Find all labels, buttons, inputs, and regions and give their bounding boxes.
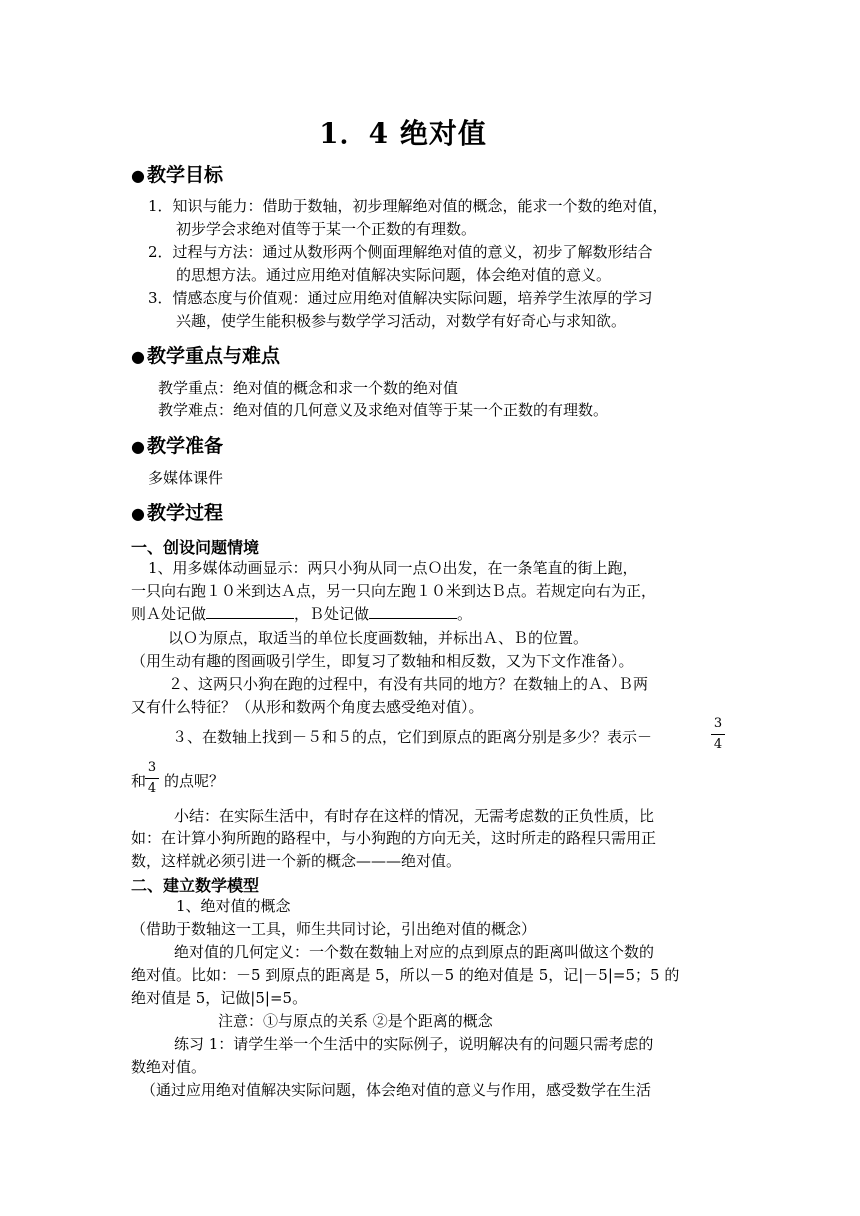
answer-blank-b[interactable] xyxy=(369,604,457,619)
section-key-heading: ● 教学重点与难点 xyxy=(131,345,280,367)
exercise-line: （通过应用绝对值解决实际问题，体会绝对值的意义与作用，感受数学在生活 xyxy=(141,1081,652,1099)
goal-1-line-2: 初步学会求绝对值等于某一个正数的有理数。 xyxy=(176,220,477,238)
part-2-line: （借助于数轴这一工具，师生共同讨论，引出绝对值的概念） xyxy=(131,920,537,938)
section-goals-heading: ● 教学目标 xyxy=(131,164,223,186)
part-1-line: 又有什么特征？（从形和数两个角度去感受绝对值）。 xyxy=(131,698,484,716)
part-1-line: 的点呢？ xyxy=(164,772,225,790)
goal-3-line-2: 兴趣，使学生能积极参与数学学习活动，对数学有好奇心与求知欲。 xyxy=(176,312,627,330)
summary-line: 如：在计算小狗所跑的路程中，与小狗跑的方向无关，这时所走的路程只需用正 xyxy=(131,829,657,847)
key-point: 教学重点：绝对值的概念和求一个数的绝对值 xyxy=(158,379,459,397)
exercise-line: 练习 1：请学生举一个生活中的实际例子，说明解决有的问题只需考虑的 xyxy=(174,1035,654,1053)
bullet-icon: ● xyxy=(131,437,145,456)
section-process-heading: ● 教学过程 xyxy=(131,502,223,524)
part-1-line: ３、在数轴上找到－５和５的点，它们到原点的距离分别是多少？表示－ xyxy=(172,728,653,746)
goal-2-line-2: 的思想方法。通过应用绝对值解决实际问题，体会绝对值的意义。 xyxy=(176,266,612,284)
bullet-icon: ● xyxy=(131,166,145,185)
part-2-heading: 二、建立数学模型 xyxy=(131,876,260,895)
goal-2-line-1: 2．过程与方法：通过从数形两个侧面理解绝对值的意义，初步了解数形结合 xyxy=(148,243,653,261)
definition-line: 绝对值是 5，记做|5|=5。 xyxy=(131,989,308,1007)
part-1-line: 1、用多媒体动画显示：两只小狗从同一点Ｏ出发，在一条笔直的街上跑， xyxy=(148,559,638,577)
note-line: 注意：①与原点的关系 ②是个距离的概念 xyxy=(218,1012,493,1030)
summary-line: 数，这样就必须引进一个新的概念———绝对值。 xyxy=(131,852,462,870)
part-1-line: ２、这两只小狗在跑的过程中，有没有共同的地方？在数轴上的Ａ、Ｂ两 xyxy=(168,675,649,693)
part-1-line: 以Ｏ为原点，取适当的单位长度画数轴，并标出Ａ、Ｂ的位置。 xyxy=(168,629,589,647)
prep-item: 多媒体课件 xyxy=(148,469,224,487)
part-1-line: 一只向右跑１０米到达Ａ点，另一只向左跑１０米到达Ｂ点。若规定向右为正， xyxy=(131,582,657,600)
answer-blank-a[interactable] xyxy=(206,604,294,619)
fraction-three-quarters: 3 4 xyxy=(711,716,725,753)
bullet-icon: ● xyxy=(131,504,145,523)
part-1-line: 和 xyxy=(131,772,147,790)
part-2-line: 1、绝对值的概念 xyxy=(176,897,291,915)
summary-line: 小结：在实际生活中，有时存在这样的情况，无需考虑数的正负性质，比 xyxy=(174,807,655,825)
definition-line: 绝对值的几何定义：一个数在数轴上对应的点到原点的距离叫做这个数的 xyxy=(174,943,655,961)
goal-3-line-1: 3．情感态度与价值观：通过应用绝对值解决实际问题，培养学生浓厚的学习 xyxy=(148,289,653,307)
page-title: 1．4 绝对值 xyxy=(319,117,487,150)
goal-1-line-1: 1．知识与能力：借助于数轴，初步理解绝对值的概念，能求一个数的绝对值， xyxy=(148,197,668,215)
difficult-point: 教学难点：绝对值的几何意义及求绝对值等于某一个正数的有理数。 xyxy=(158,401,609,419)
part-1-line: （用生动有趣的图画吸引学生，即复习了数轴和相反数，又为下文作准备）。 xyxy=(131,652,634,670)
fraction-three-quarters: 3 4 xyxy=(145,760,159,797)
bullet-icon: ● xyxy=(131,347,145,366)
definition-line: 绝对值。比如：－5 到原点的距离是 5，所以－5 的绝对值是 5，记|－5|=5；5 的 xyxy=(131,966,680,984)
part-1-heading: 一、创设问题情境 xyxy=(131,538,260,557)
part-1-fill-blank-line: 则Ａ处记做 ，Ｂ处记做 。 xyxy=(131,605,473,623)
section-prep-heading: ● 教学准备 xyxy=(131,435,223,457)
exercise-line: 数绝对值。 xyxy=(131,1058,207,1076)
